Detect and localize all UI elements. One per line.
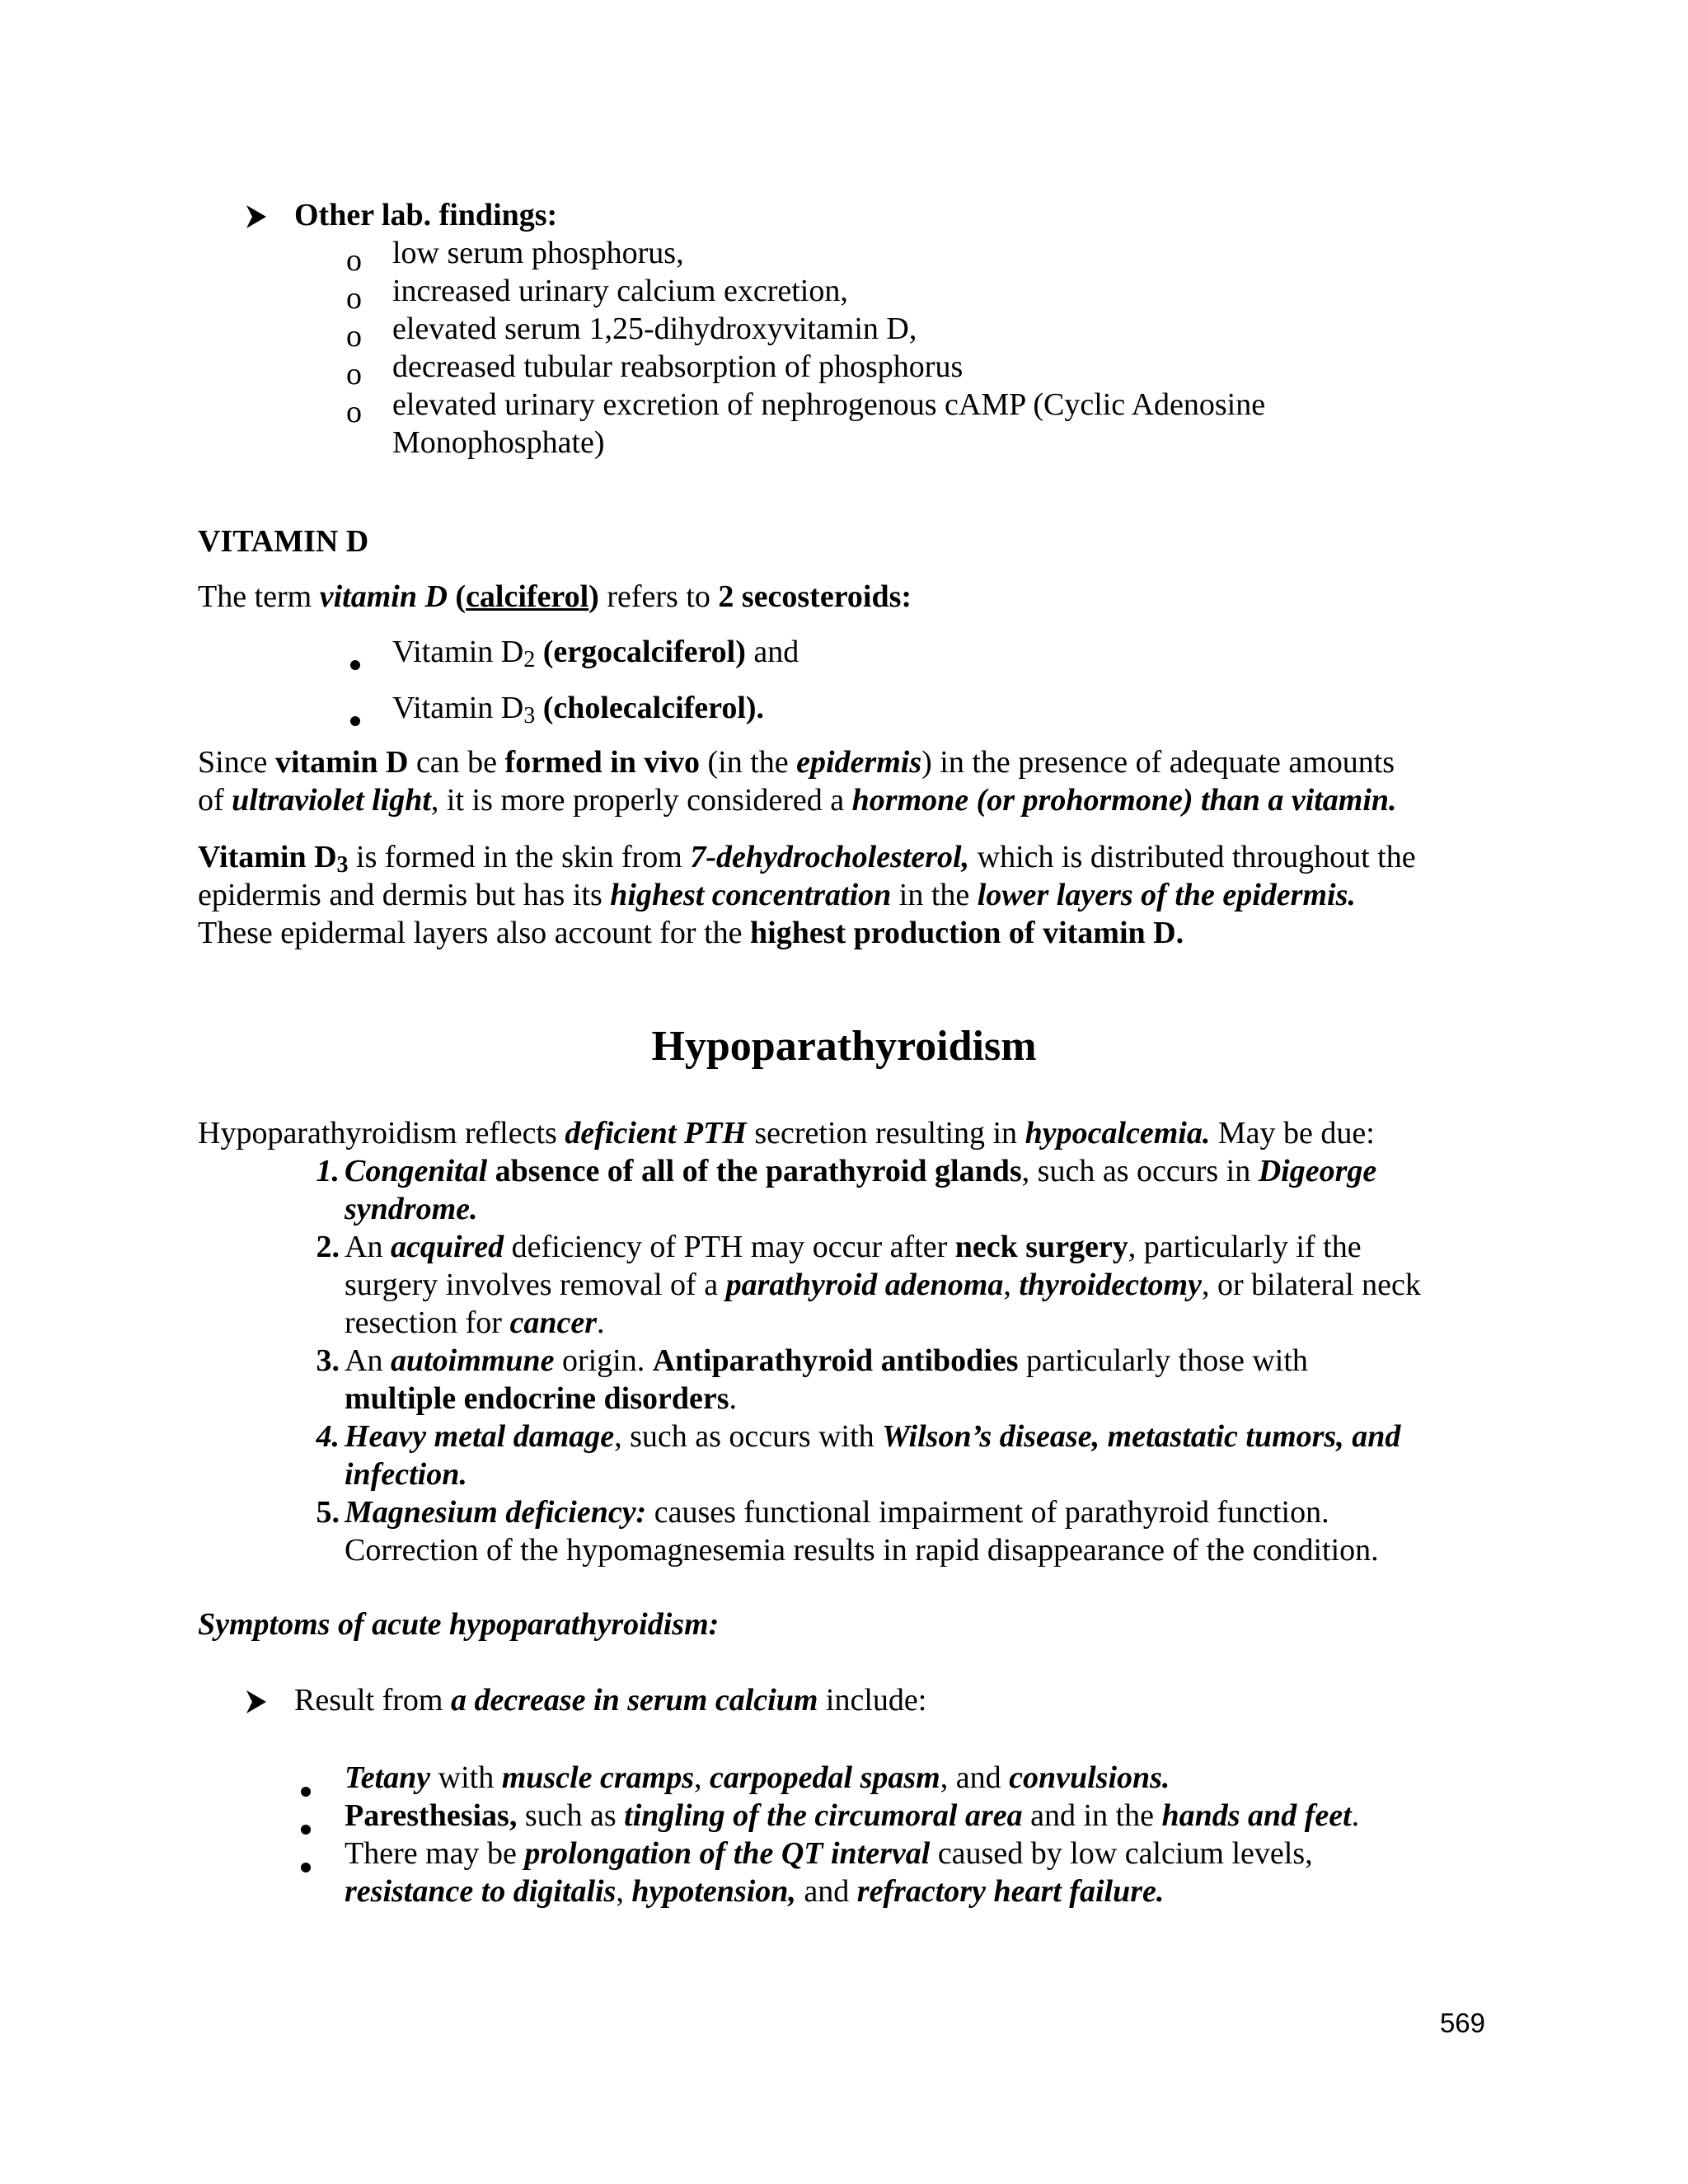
vitamin-d-paragraph-2: Vitamin $D_3$ is formed in the skin from 7-dehydrocholesterol, which is distributed throughout the epidermis and dermis but has its highest concentration in the lower layers of the epidermis. These epidermal layers also account for the highest production of vitamin D. bbox=[198, 840, 1416, 950]
cause-item: Congenital absence of all of the parathyroid glands, such as occurs in Digeorge syndrome. bbox=[345, 1154, 1377, 1226]
circle-bullet-icon: o bbox=[346, 243, 362, 278]
vitamin-d3-item: Vitamin $D_3$ (cholecalciferol). bbox=[392, 691, 765, 729]
lab-item: Monophosphate) bbox=[392, 425, 605, 460]
list-number: 2. bbox=[316, 1230, 340, 1264]
list-number: 5. bbox=[316, 1495, 340, 1530]
vitamin-d-intro: The term vitamin D (calciferol) refers to 2 secosteroids: bbox=[198, 579, 912, 614]
lab-item: decreased tubular reabsorption of phosphorus bbox=[392, 349, 964, 384]
dot-bullet-icon bbox=[349, 642, 361, 680]
list-number: 4. bbox=[316, 1419, 340, 1454]
dot-bullet-icon bbox=[300, 1769, 312, 1807]
lab-item: elevated urinary excretion of nephrogenous cAMP (Cyclic Adenosine bbox=[392, 387, 1266, 422]
lab-item: increased urinary calcium excretion, bbox=[392, 274, 848, 308]
arrowhead-bullet-icon bbox=[246, 200, 267, 238]
circle-bullet-icon: o bbox=[346, 395, 362, 429]
list-number: 1. bbox=[316, 1154, 340, 1188]
cause-item: An autoimmune origin. Antiparathyroid antibodies particularly those with multiple endocrine disorders. bbox=[345, 1343, 1308, 1416]
vitamin-d2-item: Vitamin $D_2$ (ergocalciferol) and bbox=[392, 635, 799, 673]
cause-item: Magnesium deficiency: causes functional impairment of parathyroid function. Correction of the hypomagnesemia results in rapid disappearance of the condition. bbox=[345, 1495, 1379, 1568]
cause-item: Heavy metal damage, such as occurs with Wilson’s disease, metastatic tumors, and infection. bbox=[345, 1419, 1401, 1492]
circle-bullet-icon: o bbox=[346, 281, 362, 316]
list-number: 3. bbox=[316, 1343, 340, 1378]
hypo-intro: Hypoparathyroidism reflects deficient PTH secretion resulting in hypocalcemia. May be due: bbox=[198, 1116, 1375, 1151]
page-number: 569 bbox=[1439, 2008, 1485, 2038]
lab-item: low serum phosphorus, bbox=[392, 236, 684, 270]
symptom-item: Tetany with muscle cramps, carpopedal spasm, and convulsions. bbox=[345, 1760, 1170, 1795]
result-line: Result from a decrease in serum calcium include: bbox=[294, 1683, 927, 1718]
circle-bullet-icon: o bbox=[346, 319, 362, 354]
lab-findings-heading: Other lab. findings: bbox=[294, 198, 558, 232]
cause-item: An acquired deficiency of PTH may occur after neck surgery, particularly if the surgery involves removal of a parathyroid adenoma, thyroidectomy, or bilateral neck resection for cancer. bbox=[345, 1230, 1421, 1340]
section-title: Hypoparathyroidism bbox=[651, 1023, 1037, 1070]
lab-item: elevated serum 1,25-dihydroxyvitamin D, bbox=[392, 312, 917, 346]
symptoms-heading: Symptoms of acute hypoparathyroidism: bbox=[198, 1607, 720, 1642]
dot-bullet-icon bbox=[300, 1807, 312, 1844]
circle-bullet-icon: o bbox=[346, 357, 362, 391]
vitamin-d-paragraph-1: Since vitamin D can be formed in vivo (in the epidermis) in the presence of adequate amounts of ultraviolet light, it is more properly considered a hormone (or prohormone) than a vitamin. bbox=[198, 745, 1397, 818]
dot-bullet-icon bbox=[349, 698, 361, 736]
arrowhead-bullet-icon bbox=[246, 1685, 267, 1723]
dot-bullet-icon bbox=[300, 1844, 312, 1882]
symptom-item: Paresthesias, such as tingling of the circumoral area and in the hands and feet. bbox=[345, 1798, 1360, 1833]
vitamin-d-heading: VITAMIN D bbox=[198, 524, 369, 559]
symptom-item: There may be prolongation of the QT interval caused by low calcium levels, resistance to digitalis, hypotension, and refractory heart failure. bbox=[345, 1836, 1313, 1909]
